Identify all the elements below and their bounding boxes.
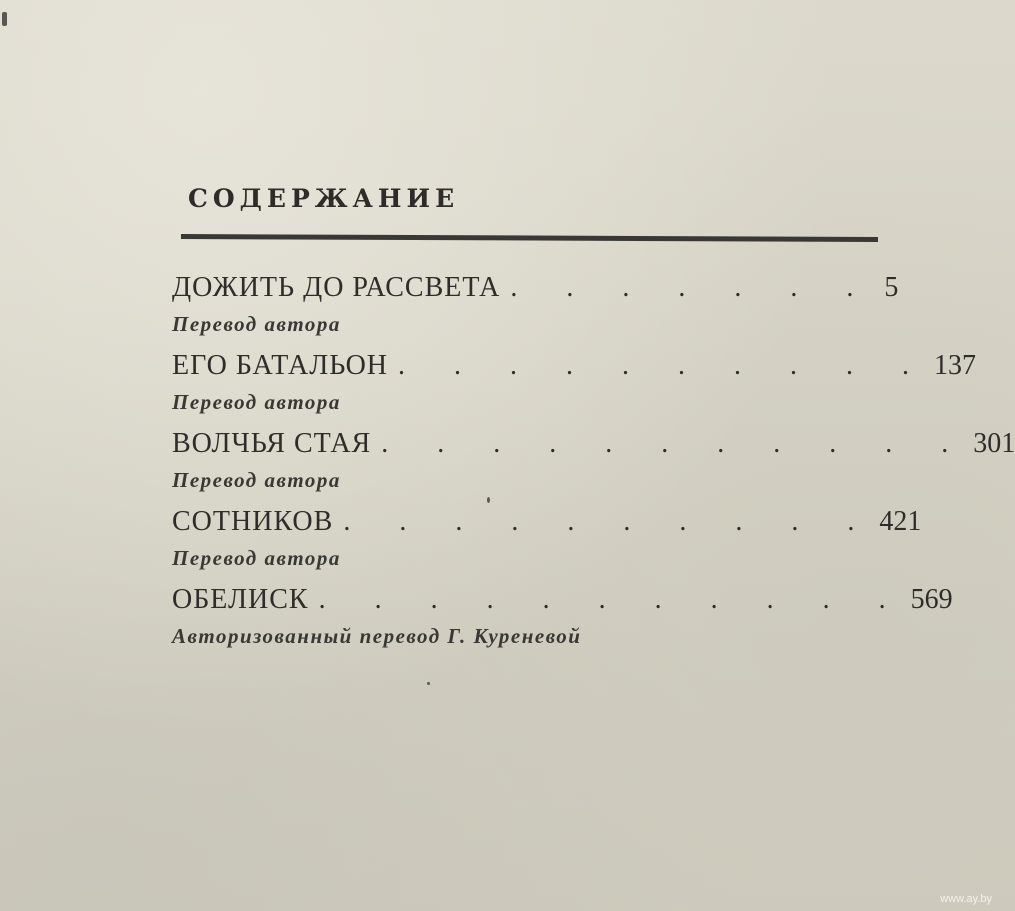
entry-title: ВОЛЧЬЯ СТАЯ <box>172 428 372 459</box>
translator-note: Перевод автора <box>172 312 341 336</box>
watermark-text: www.ay.by <box>940 893 992 905</box>
contents-heading: СОДЕРЖАНИЕ <box>188 184 460 213</box>
translator-note: Перевод автора <box>172 546 341 570</box>
toc-entry-line <box>172 350 977 388</box>
toc-entry-line <box>172 272 899 310</box>
page-number: 137 <box>934 350 977 381</box>
translator-note: Перевод автора <box>172 390 341 414</box>
page-number: 301 <box>973 428 1015 459</box>
translator-note: Авторизованный перевод Г. Куреневой <box>172 624 582 648</box>
page-number: 5 <box>884 272 899 303</box>
entry-title: СОТНИКОВ <box>172 506 334 537</box>
page-number: 569 <box>910 584 953 615</box>
toc-entry-line <box>172 428 1015 466</box>
toc-entry <box>172 584 953 662</box>
toc-entry-line <box>172 506 922 544</box>
toc-entry-line <box>172 584 953 622</box>
leader-dots: . . . . . . . . . . <box>343 506 876 537</box>
leader-dots: . . . . . . . . . . <box>398 350 931 381</box>
toc-entry <box>172 428 1015 506</box>
toc-entry <box>172 272 899 350</box>
page-number: 421 <box>879 506 922 537</box>
entry-title: ЕГО БАТАЛЬОН <box>172 350 389 381</box>
paper-speck <box>427 682 430 685</box>
table-of-contents <box>172 272 1015 662</box>
heading-rule <box>181 234 878 242</box>
leader-dots: . . . . . . . . . . . <box>318 584 907 615</box>
toc-entry <box>172 506 922 584</box>
translator-note: Перевод автора <box>172 468 341 492</box>
entry-title: ДОЖИТЬ ДО РАССВЕТА <box>172 272 501 303</box>
paper-speck <box>487 497 490 503</box>
entry-title: ОБЕЛИСК <box>172 584 309 615</box>
toc-entry <box>172 350 977 428</box>
leader-dots: . . . . . . . . . . . <box>381 428 970 459</box>
leader-dots: . . . . . . . <box>510 272 875 303</box>
paper-speck <box>2 12 7 26</box>
